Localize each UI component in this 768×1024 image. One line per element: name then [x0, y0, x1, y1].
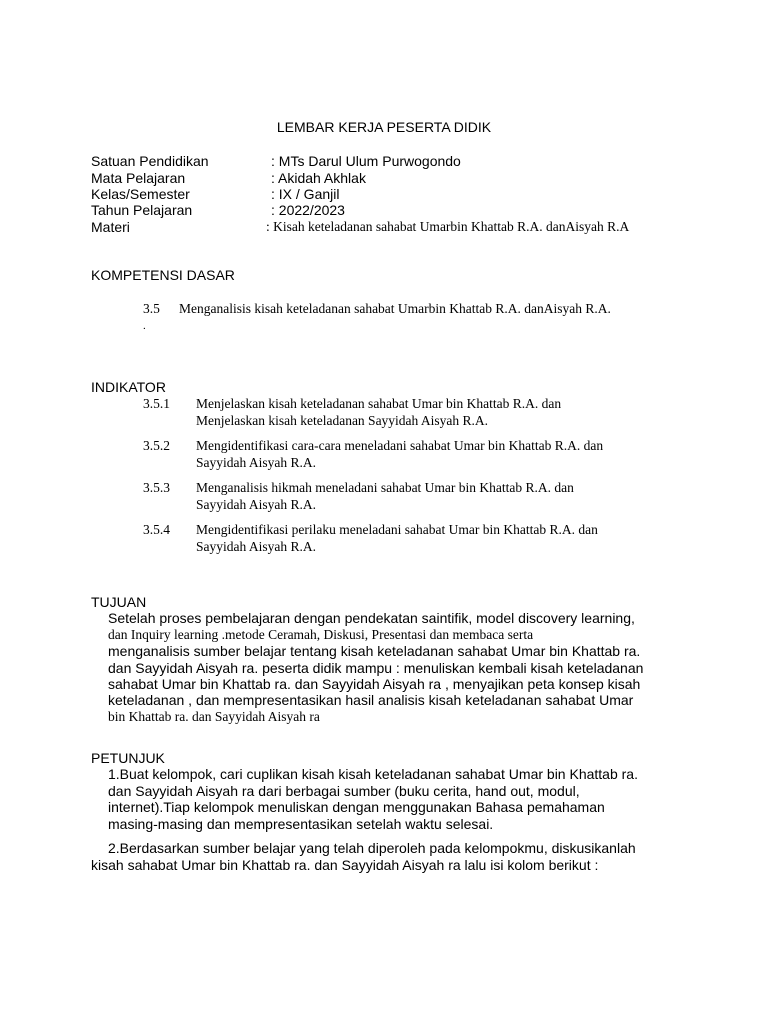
indikator-number: 3.5.4: [143, 522, 170, 537]
info-label-mapel: Mata Pelajaran: [91, 169, 186, 186]
info-label-satuan: Satuan Pendidikan: [91, 153, 209, 169]
petunjuk-step1-line: internet).Tiap kelompok menuliskan dengan menggunakan Bahasa pemahaman: [108, 799, 605, 815]
indikator-number: 3.5.1: [143, 396, 170, 411]
indikator-line: Menjelaskan kisah keteladanan sahabat Umar bin Khattab R.A. dan: [196, 396, 562, 411]
tujuan-line: menganalisis sumber belajar tentang kisah keteladanan sahabat Umar bin Khattab ra.: [108, 643, 641, 659]
indikator-line: Menganalisis hikmah meneladani sahabat Umar bin Khattab R.A. dan: [196, 480, 574, 495]
indikator-line: Mengidentifikasi cara-cara meneladani sahabat Umar bin Khattab R.A. dan: [196, 438, 604, 453]
info-label-kelas: Kelas/Semester: [91, 186, 190, 202]
info-value-tahun: : 2022/2023: [271, 202, 345, 218]
kompetensi-dot: .: [143, 320, 146, 332]
info-value-kelas: : IX / Ganjil: [271, 186, 340, 202]
indikator-number: 3.5.2: [143, 438, 170, 453]
indikator-line: Sayyidah Aisyah R.A.: [196, 454, 316, 470]
kompetensi-text: Menganalisis kisah keteladanan sahabat Umarbin Khattab R.A. danAisyah R.A.: [179, 301, 611, 316]
petunjuk-step2-line: 2.Berdasarkan sumber belajar yang telah diperoleh pada kelompokmu, diskusikanlah: [108, 840, 636, 856]
tujuan-line: bin Khattab ra. dan Sayyidah Aisyah ra: [108, 709, 320, 724]
page-title: LEMBAR KERJA PESERTA DIDIK: [276, 119, 492, 135]
info-label-tahun: Tahun Pelajaran: [91, 202, 193, 218]
kompetensi-number: 3.5: [143, 301, 160, 316]
petunjuk-step1-line: masing-masing dan mempresentasikan setelah waktu selesai.: [108, 815, 494, 832]
tujuan-line: keteladanan , dan mempresentasikan hasil analisis kisah keteladanan sahabat Umar: [108, 692, 634, 708]
petunjuk-step1-line: 1.Buat kelompok, cari cuplikan kisah kisah keteladanan sahabat Umar bin Khattab ra.: [108, 766, 638, 782]
indikator-line: Sayyidah Aisyah R.A.: [196, 496, 316, 512]
indikator-heading: INDIKATOR: [91, 379, 166, 395]
tujuan-line: dan Inquiry learning .metode Ceramah, Diskusi, Presentasi dan membaca serta: [108, 627, 534, 642]
petunjuk-step2-line: kisah sahabat Umar bin Khattab ra. dan Sayyidah Aisyah ra lalu isi kolom berikut :: [91, 856, 599, 873]
tujuan-line: sahabat Umar bin Khattab ra. dan Sayyidah Aisyah ra , menyajikan peta konsep kisah: [108, 676, 641, 692]
indikator-number: 3.5.3: [143, 480, 170, 495]
tujuan-heading: TUJUAN: [91, 594, 147, 610]
info-value-satuan: : MTs Darul Ulum Purwogondo: [271, 153, 461, 169]
petunjuk-heading: PETUNJUK: [91, 750, 165, 766]
info-value-mapel: : Akidah Akhlak: [271, 169, 366, 186]
indikator-line: Menjelaskan kisah keteladanan Sayyidah Aisyah R.A.: [196, 412, 489, 428]
tujuan-line: Setelah proses pembelajaran dengan pendekatan saintifik, model discovery learning,: [108, 610, 635, 626]
indikator-line: Sayyidah Aisyah R.A.: [196, 538, 316, 554]
indikator-line: Mengidentifikasi perilaku meneladani sahabat Umar bin Khattab R.A. dan: [196, 522, 598, 537]
info-label-materi: Materi: [91, 218, 130, 235]
kompetensi-heading: KOMPETENSI DASAR: [91, 267, 235, 283]
info-value-materi: : Kisah keteladanan sahabat Umarbin Khattab R.A. danAisyah R.A: [266, 219, 630, 234]
petunjuk-step1-line: dan Sayyidah Aisyah ra dari berbagai sumber (buku cerita, hand out, modul,: [108, 782, 580, 799]
tujuan-line: dan Sayyidah Aisyah ra. peserta didik mampu : menuliskan kembali kisah keteladanan: [108, 659, 644, 676]
